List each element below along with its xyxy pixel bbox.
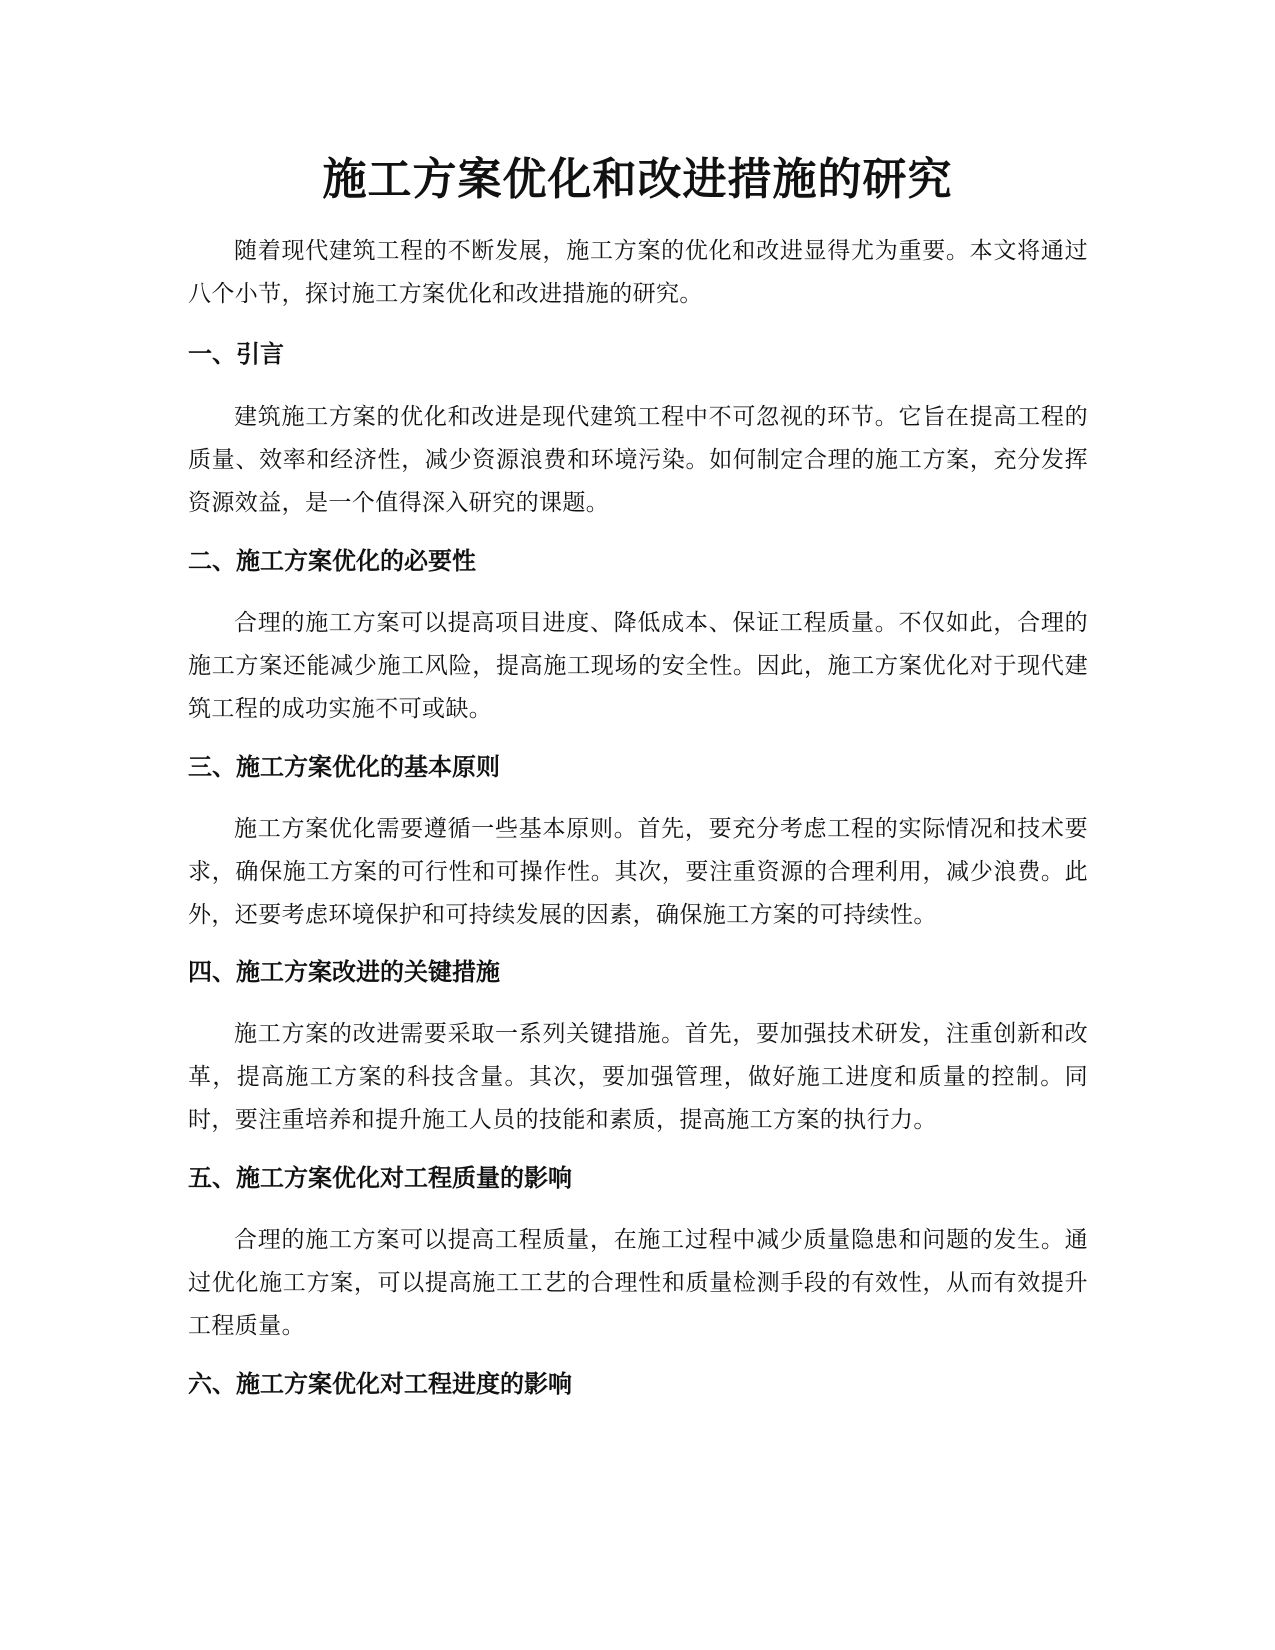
section-heading-schedule-impact: 六、施工方案优化对工程进度的影响 (188, 1370, 572, 1398)
section-heading-key-measures: 四、施工方案改进的关键措施 (188, 958, 500, 986)
intro-paragraph: 随着现代建筑工程的不断发展，施工方案的优化和改进显得尤为重要。本文将通过八个小节，探讨施工方案优化和改进措施的研究。 (188, 238, 1088, 307)
section-body-quality-impact: 合理的施工方案可以提高工程质量，在施工过程中减少质量隐患和问题的发生。通过优化施工方案，可以提高施工工艺的合理性和质量检测手段的有效性，从而有效提升工程质量。 (188, 1227, 1088, 1339)
section-body-introduction: 建筑施工方案的优化和改进是现代建筑工程中不可忽视的环节。它旨在提高工程的质量、效率和经济性，减少资源浪费和环境污染。如何制定合理的施工方案，充分发挥资源效益，是一个值得深入研究的课题。 (188, 404, 1088, 516)
section-body-necessity: 合理的施工方案可以提高项目进度、降低成本、保证工程质量。不仅如此，合理的施工方案还能减少施工风险，提高施工现场的安全性。因此，施工方案优化对于现代建筑工程的成功实施不可或缺。 (188, 610, 1088, 722)
section-heading-principles: 三、施工方案优化的基本原则 (188, 753, 500, 781)
section-heading-necessity: 二、施工方案优化的必要性 (188, 547, 476, 575)
section-body-principles: 施工方案优化需要遵循一些基本原则。首先，要充分考虑工程的实际情况和技术要求，确保施工方案的可行性和可操作性。其次，要注重资源的合理利用，减少浪费。此外，还要考虑环境保护和可持续发展的因素，确保施工方案的可持续性。 (188, 816, 1088, 928)
section-heading-introduction: 一、引言 (188, 340, 284, 368)
section-body-key-measures: 施工方案的改进需要采取一系列关键措施。首先，要加强技术研发，注重创新和改革，提高施工方案的科技含量。其次，要加强管理，做好施工进度和质量的控制。同时，要注重培养和提升施工人员的技能和素质，提高施工方案的执行力。 (188, 1021, 1088, 1133)
section-heading-quality-impact: 五、施工方案优化对工程质量的影响 (188, 1164, 572, 1192)
page-title: 施工方案优化和改进措施的研究 (322, 154, 953, 205)
